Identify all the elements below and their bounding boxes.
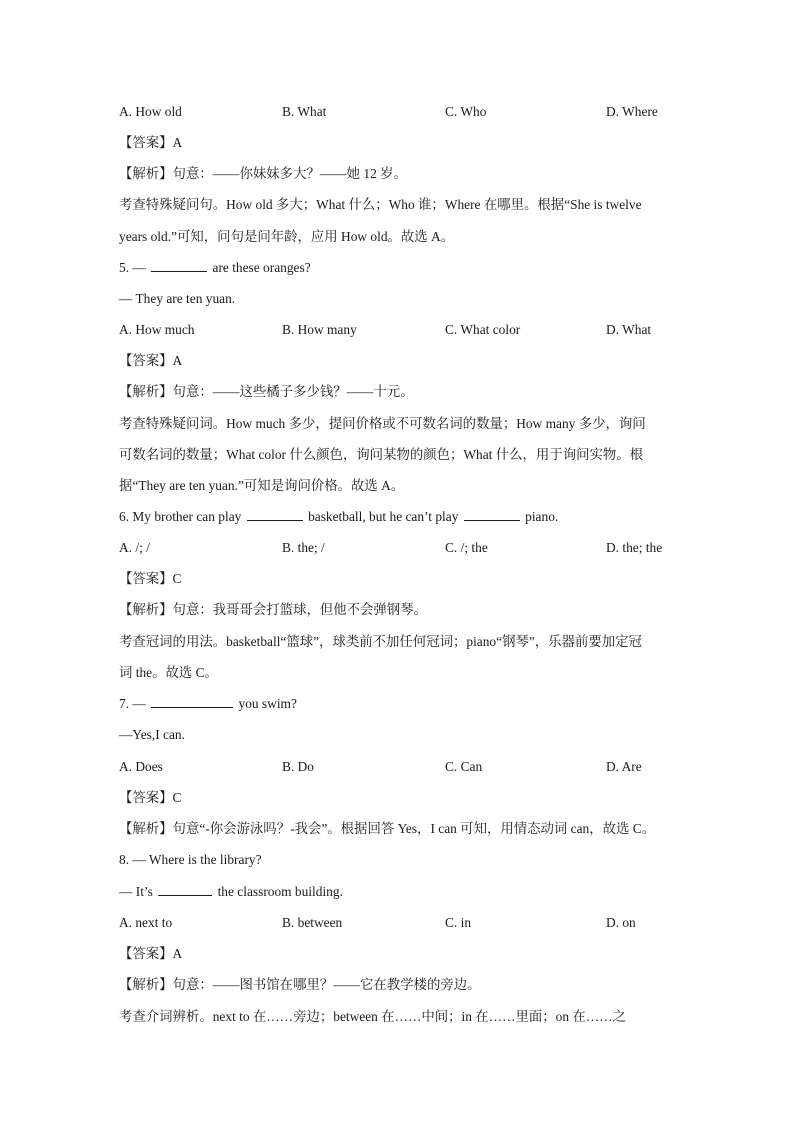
q8-analysis-2: 考查介词辨析。next to 在……旁边；between 在……中间；in 在……里面；on 在……之 [119,1009,626,1024]
q5-option-a: A. How much [119,322,195,337]
q4-analysis-1: 【解析】句意：——你妹妹多大？——她 12 岁。 [119,166,407,181]
q5-reply: — They are ten yuan. [119,291,236,306]
q7-option-c: C. Can [445,759,483,774]
q6-option-b: B. the; / [282,540,325,555]
q4-option-b: B. What [282,104,327,119]
q8-stem: 8. — Where is the library? [119,852,262,867]
q7-options [119,757,754,777]
q6-option-d: D. the; the [606,540,663,555]
q4-option-d: D. Where [606,104,658,119]
q5-analysis-1: 【解析】句意：——这些橘子多少钱？——十元。 [119,384,414,399]
q4-answer: 【答案】A [119,135,183,150]
q5-stem-prefix: 5. — [119,260,146,275]
q7-stem-suffix: you swim? [238,696,297,711]
q6-stem-prefix: 6. My brother can play [119,509,242,524]
q6-analysis-2: 考查冠词的用法。basketball“篮球”，球类前不加任何冠词；piano“钢琴”，乐器前要加定冠 [119,634,642,649]
q8-blank [158,882,212,896]
q7-reply: —Yes,I can. [119,727,185,742]
q8-reply [119,882,754,902]
q6-stem-middle: basketball, but he can’t play [308,509,459,524]
q5-stem-suffix: are these oranges? [212,260,311,275]
q5-blank [151,258,207,272]
q7-option-d: D. Are [606,759,642,774]
q6-option-c: C. /; the [445,540,488,555]
q8-reply-prefix: — It’s [119,884,153,899]
q5-analysis-3: 可数名词的数量；What color 什么颜色，询问某物的颜色；What 什么，用于询问实物。根 [119,447,644,462]
q8-option-b: B. between [282,915,343,930]
q5-option-c: C. What color [445,322,521,337]
q7-analysis-1: 【解析】句意“-你会游泳吗？-我会”。根据回答 Yes，I can 可知，用情态动词 can，故选 C。 [119,821,656,836]
q8-option-d: D. on [606,915,636,930]
q7-blank [151,694,233,708]
q6-stem-suffix: piano. [525,509,559,524]
q6-blank-1 [247,507,303,521]
q4-analysis-3: years old.”可知，问句是问年龄，应用 How old。故选 A。 [119,229,455,244]
q7-answer: 【答案】C [119,790,182,805]
q7-option-a: A. Does [119,759,163,774]
q5-stem [119,258,754,278]
q8-option-a: A. next to [119,915,173,930]
q5-analysis-2: 考查特殊疑问词。How much 多少，提问价格或不可数名词的数量；How many 多少，询问 [119,416,646,431]
q6-answer: 【答案】C [119,571,182,586]
q6-analysis-3: 词 the。故选 C。 [119,665,218,680]
q5-option-d: D. What [606,322,652,337]
q8-options [119,913,754,933]
q8-reply-suffix: the classroom building. [217,884,343,899]
q6-analysis-1: 【解析】句意：我哥哥会打篮球，但他不会弹钢琴。 [119,602,427,617]
q5-answer: 【答案】A [119,353,183,368]
q8-analysis-1: 【解析】句意：——图书馆在哪里？——它在教学楼的旁边。 [119,977,481,992]
q4-option-a: A. How old [119,104,182,119]
q6-blank-2 [464,507,520,521]
q6-option-a: A. /; / [119,540,150,555]
q7-stem-prefix: 7. — [119,696,146,711]
q6-stem [119,507,754,527]
q6-options [119,538,754,558]
q5-analysis-4: 据“They are ten yuan.”可知是询问价格。故选 A。 [119,478,405,493]
q4-analysis-2: 考查特殊疑问句。How old 多大；What 什么；Who 谁；Where 在哪里。根据“She is twelve [119,197,642,212]
q4-option-c: C. Who [445,104,487,119]
q8-answer: 【答案】A [119,946,183,961]
q7-stem [119,694,754,714]
q8-option-c: C. in [445,915,472,930]
q7-option-b: B. Do [282,759,314,774]
q4-options [119,102,754,122]
q5-options [119,320,754,340]
q5-option-b: B. How many [282,322,357,337]
